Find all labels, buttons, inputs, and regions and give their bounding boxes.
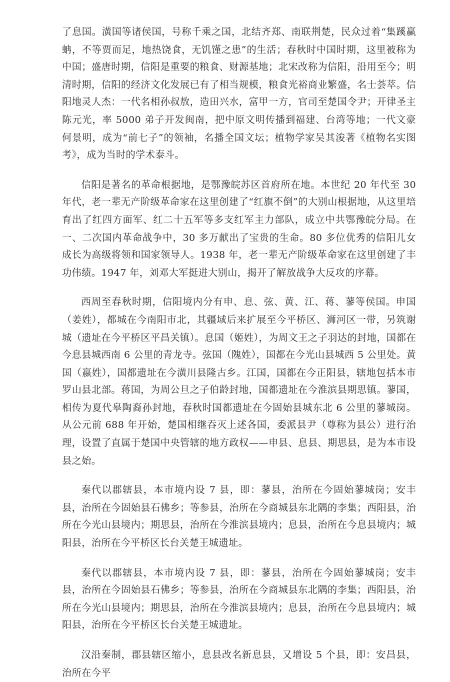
paragraph: 了息国。潢国等诸侯国，号称千乘之国，北结齐郑、南联荆楚，民众过着“集蹊赢蚺，不等贾而足，地热饶食，无饥馑之患”的生活；春秋时中国时期，这里被称为中国；盛唐时期，信阳是重要的粮食、财源基地；北宋改称为信阳，沿用至今；明清时期，信阳的经济文化发展已有了相当规模，粮食光裕商业繁盛，名士荟萃。信阳地灵人杰：一代名相孙叔敖，造田兴水，富甲一方，官司至楚国令尹；开律圣主陈元光，率 5000 弟子开发闽南，把中原文明传播到福建、台湾等地；一代文豪何景明，成为“前七子”的领袖，名播全国文坛；植物学家吴其浚著《植物名实图考》，成为当时的学术泰斗。	[62, 27, 416, 162]
paragraph: 汉沿秦制，郡县辖区缩小，息县改名新息县，又增设 5 个县，即：安昌县，治所在今平	[62, 650, 416, 679]
paragraph-gap	[62, 553, 416, 565]
paragraph-gap	[62, 282, 416, 294]
paragraph: 秦代以郡辖县，本市境内设 7 县，即：蓼县，治所在今固始蓼城岗；安丰县，治所在今固始县石佛乡；等参县，治所在今商城县东北隅的李集；西阳县，治所在今光山县境内；期思县，治所在今淮滨县境内；息县，治所在今息县境内；城阳县，治所在今平桥区长台关楚王城遗址。	[62, 485, 416, 550]
paragraph: 信阳是著名的革命根据地，是鄂豫皖苏区首府所在地。本世纪 20 年代至 30 年代，老一辈无产阶级革命家在这里创建了“红旗不倒”的大别山根据地，从这里培育出了红四方面军、红二十五军等多支红军主力部队，成立中共鄂豫皖分局。在一、二次国内革命战争中，30 多万献出了宝贵的生命。80 多位优秀的信阳儿女成长为高级将领和国家领导人。1938 年，老一辈无产阶级革命家在这里创建了丰功伟绩。1947 年，刘邓大军挺进大别山，揭开了解放战争大反攻的序幕。	[62, 179, 416, 279]
paragraph: 秦代以郡辖县，本市境内设 7 县，即：蓼县，治所在今固始蓼城岗；安丰县，治所在今固始县石佛乡；等参县，治所在今商城县东北隅的李集；西阳县，治所在今光山县境内；期思县，治所在今淮滨县境内；息县，治所在今息县境内；城阳县，治所在今平桥区长台关楚王城遗址。	[62, 567, 416, 632]
paragraph-gap	[62, 470, 416, 482]
paragraph: 西周至春秋时期，信阳境内分有申、息、弦、黄、江、蒋、蓼等侯国。申国（姜姓），都城在今南阳市北，其疆域后来扩展至今平桥区、浉河区一带，另筑谢城（遗址在今平桥区平昌关镇）。息国（姬姓），为周文王之子羽达的封地，国都在今息县城西南 6 公里的青龙寺。弦国（隗姓），国都在今光山县城西 5 公里处。黄国（嬴姓），国都遗址在今潢川县隆古乡。江国，国都在今正阳县，辖地包括本市罗山县北部。蒋国，为周公旦之子伯龄封地，国都遗址在今淮滨县期思镇。蓼国，相传为夏代皋陶裔孙封地，春秋时国都遗址在今固始县城东北 6 公里的蓼城岗。从公元前 688 年开始，楚国相继吞灭上述各国，委派县尹（尊称为县公）进行治理，设置了直属于楚国中央管辖的地方政权——申县、息县、期思县，是为本市设县之始。	[62, 297, 416, 467]
paragraph-gap	[62, 635, 416, 647]
paragraph-gap	[62, 165, 416, 177]
